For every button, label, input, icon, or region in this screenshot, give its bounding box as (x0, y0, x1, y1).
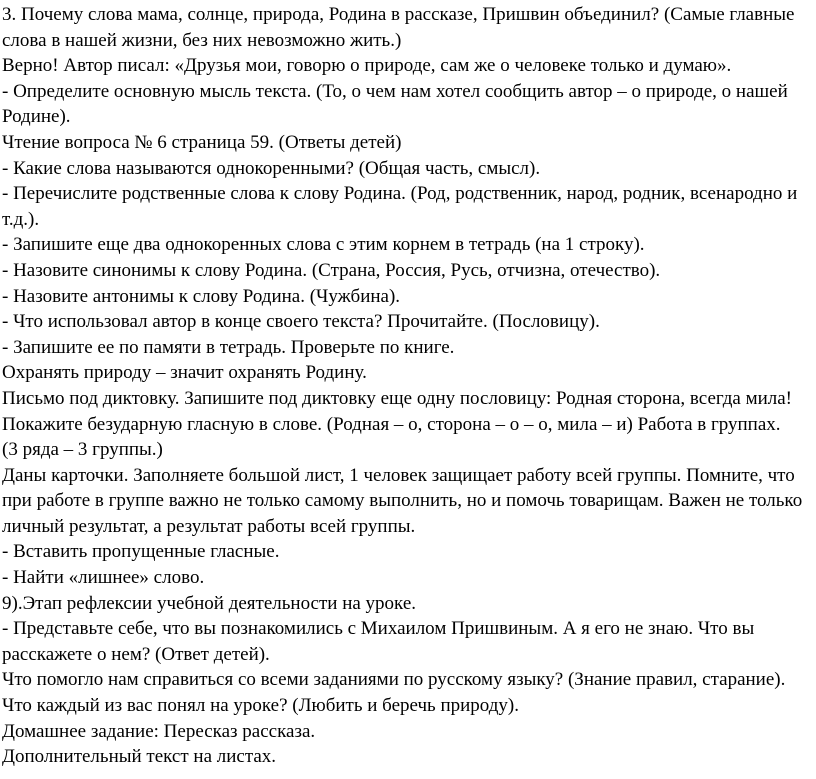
proverb-line: Охранять природу – значит охранять Родину. (2, 362, 367, 384)
prishvin-line-1: - Представьте себе, что вы познакомились с Михаилом Пришвиным. А я его не знаю. Что вы (2, 618, 755, 640)
question-6-line: Чтение вопроса № 6 страница 59. (Ответы детей) (2, 131, 402, 153)
question-3-line-1: 3. Почему слова мама, солнце, природа, Родина в рассказе, Пришвин объединил? (Самые главные (2, 4, 795, 25)
antonyms-line: - Назовите антонимы к слову Родина. (Чужбина). (2, 285, 401, 307)
what-understood-line: Что каждый из вас понял на уроке? (Любить и беречь природу). (2, 695, 519, 717)
related-words-line-1: - Перечислите родственные слова к слову Родина. (Род, родственник, народ, родник, всенародно и (2, 183, 798, 205)
question-3-line-2: слова в нашей жизни, без них невозможно жить.) (2, 29, 402, 51)
what-helped-line: Что помогло нам справиться со всеми заданиями по русскому языку? (Знание правил, старание). (2, 669, 786, 691)
main-idea-line-1: - Определите основную мысль текста. (То, о чем нам хотел сообщить автор – о природе, о нашей (2, 80, 788, 102)
dictation-line: Письмо под диктовку. Запишите под диктовку еще одну пословицу: Родная сторона, всегда мила! (2, 387, 793, 409)
reflection-stage-line: 9).Этап рефлексии учебной деятельности на уроке. (2, 592, 417, 614)
unstressed-vowel-line: Покажите безударную гласную в слове. (Родная – о, сторона – о – о, мила – и) Работа в группах. (2, 413, 781, 435)
prishvin-line-2: расскажете о нем? (Ответ детей). (2, 643, 270, 665)
cards-line-1: Даны карточки. Заполняете большой лист, 1 человек защищает работу всей группы. Помните, что (2, 464, 795, 486)
homework-line: Домашнее задание: Пересказ рассказа. (2, 720, 316, 742)
main-idea-line-2: Родине). (2, 106, 71, 128)
synonyms-line: - Назовите синонимы к слову Родина. (Страна, Россия, Русь, отчизна, отечество). (2, 259, 661, 281)
same-root-question-line: - Какие слова называются однокоренными? (Общая часть, смысл). (2, 157, 541, 179)
proverb-question-line: - Что использовал автор в конце своего текста? Прочитайте. (Пословицу). (2, 311, 600, 333)
extra-text-line: Дополнительный текст на листах. (2, 746, 277, 768)
cards-line-3: личный результат, а результат работы всей группы. (2, 515, 416, 537)
write-words-line: - Запишите еще два однокоренных слова с этим корнем в тетрадь (на 1 строку). (2, 234, 645, 256)
groups-line: (3 ряда – 3 группы.) (2, 439, 163, 461)
insert-vowels-line: - Вставить пропущенные гласные. (2, 541, 280, 563)
related-words-line-2: т.д.). (2, 208, 40, 230)
write-proverb-line: - Запишите ее по памяти в тетрадь. Проверьте по книге. (2, 336, 455, 358)
odd-word-line: - Найти «лишнее» слово. (2, 567, 205, 589)
author-quote-line: Верно! Автор писал: «Друзья мои, говорю о природе, сам же о человеке только и думаю». (2, 55, 732, 77)
cards-line-2: при работе в группе важно не только самому выполнить, но и помочь товарищам. Важен не только (2, 490, 803, 512)
